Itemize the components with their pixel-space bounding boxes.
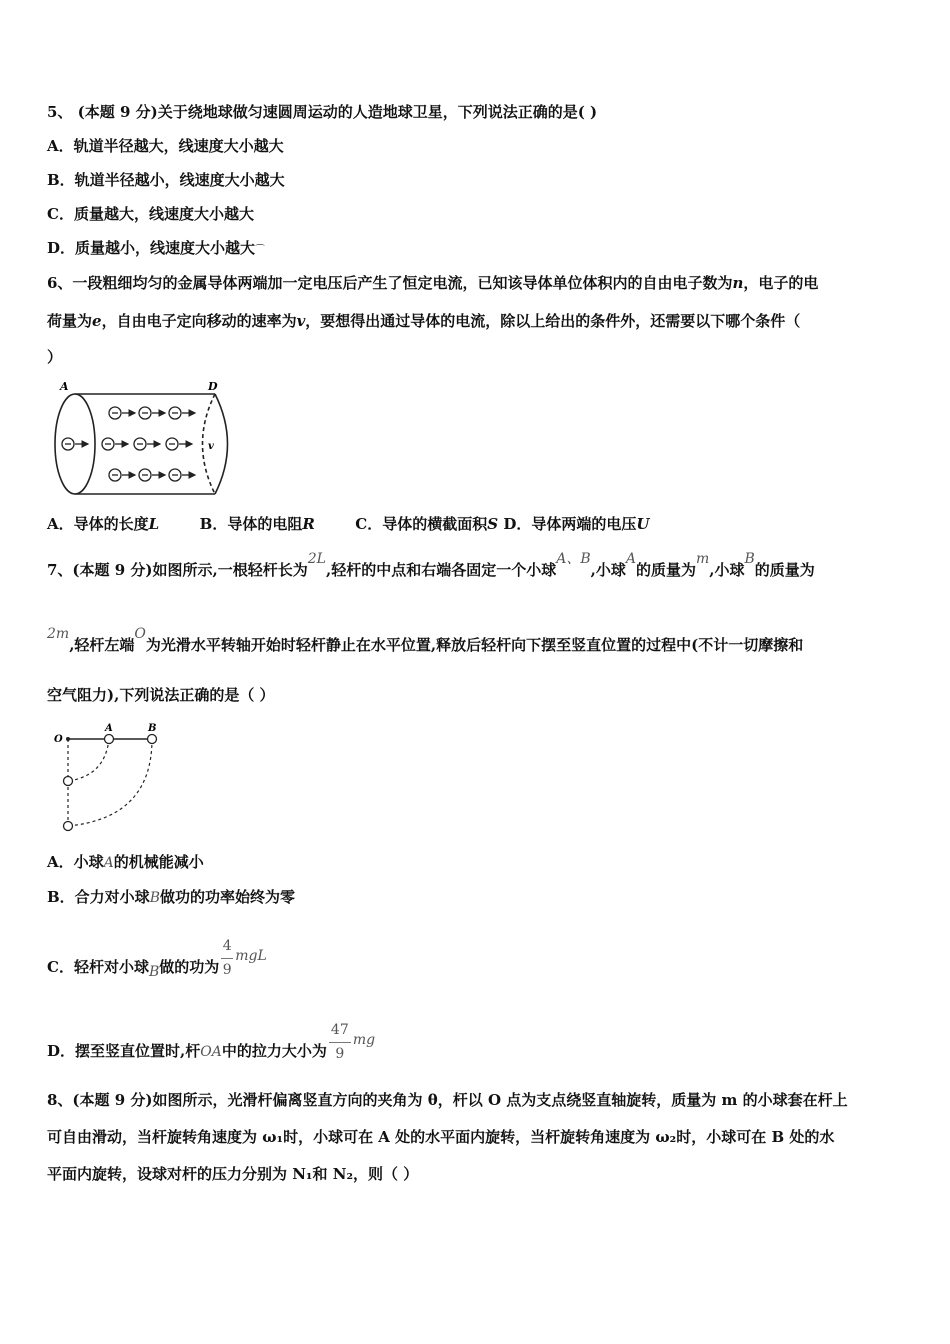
q7-rod-figure xyxy=(50,718,170,836)
q5-option-d: D．质量越小，线速度大小越大⌒ xyxy=(47,239,266,257)
q8-line2: 可自由滑动，当杆旋转角速度为 ω₁时，小球可在 A 处的水平面内旋转，当杆旋转角速度为 ω₂时，小球可在 B 处的水 xyxy=(47,1128,835,1146)
ball-a xyxy=(105,735,114,744)
ball-b-final xyxy=(64,822,73,831)
q7-option-a: A．小球A的机械能减小 xyxy=(47,853,204,871)
q6-line2: 荷量为e，自由电子定向移动的速率为v，要想得出通过导体的电流，除以上给出的条件外，还需要以下哪个条件（ xyxy=(47,312,801,330)
q7-line1: 7、(本题 9 分)如图所示,一根轻杆长为2L,轻杆的中点和右端各固定一个小球A、B,小球A的质量为m,小球B的质量为 xyxy=(47,551,815,579)
fig-label-a: A xyxy=(105,723,113,734)
fig-label-o: O xyxy=(54,734,63,745)
ball-b xyxy=(148,735,157,744)
fraction-47-9: $\frac{47}{9}$ xyxy=(327,1020,353,1064)
q6-line3: ） xyxy=(47,348,63,366)
fig-label-b: B xyxy=(148,723,157,734)
arc-b xyxy=(68,739,152,826)
q7-option-c: C．轻杆对小球B做的功为 $\frac{4}{9}$ mgL xyxy=(47,938,267,980)
q5-option-c: C．质量越大，线速度大小越大 xyxy=(47,205,254,223)
arc-a xyxy=(68,739,109,781)
q7-option-b: B．合力对小球B做功的功率始终为零 xyxy=(47,888,295,906)
q5-stem: 5、 (本题 9 分)关于绕地球做匀速圆周运动的人造地球卫星，下列说法正确的是( ) xyxy=(47,103,598,121)
q6-options: A．导体的长度L B．导体的电阻R C．导体的横截面积S D．导体两端的电压U xyxy=(47,515,650,533)
fig-label-a: A xyxy=(60,380,69,393)
q6-line1: 6、一段粗细均匀的金属导体两端加一定电压后产生了恒定电流，已知该导体单位体积内的自由电子数为n，电子的电 xyxy=(47,274,819,292)
q7-line3: 空气阻力),下列说法正确的是（ ） xyxy=(47,686,275,704)
fraction-4-9: $\frac{4}{9}$ xyxy=(222,938,232,978)
q8-line3: 平面内旋转，设球对杆的压力分别为 N₁和 N₂，则（ ） xyxy=(47,1165,419,1183)
electron-rows xyxy=(62,407,195,481)
q8-line1: 8、(本题 9 分)如图所示，光滑杆偏离竖直方向的夹角为 θ，杆以 O 点为支点绕竖直轴旋转，质量为 m 的小球套在杆上 xyxy=(47,1091,848,1109)
pivot-o xyxy=(66,737,70,741)
q7-option-d: D．摆至竖直位置时,杆OA中的拉力大小为 $\frac{47}{9}$ mg xyxy=(47,1022,376,1062)
q7-line2: 2m,轻杆左端O为光滑水平转轴开始时轻杆静止在水平位置,释放后轻杆向下摆至竖直位置的过程中(不计一切摩擦和 xyxy=(47,626,804,654)
q6-conductor-figure xyxy=(50,376,240,498)
fig-label-v: v xyxy=(208,441,214,452)
q5-option-b: B．轨道半径越小，线速度大小越大 xyxy=(47,171,285,189)
fig-label-d: D xyxy=(208,380,218,393)
ball-a-final xyxy=(64,777,73,786)
q5-option-a: A．轨道半径越大，线速度大小越大 xyxy=(47,137,284,155)
